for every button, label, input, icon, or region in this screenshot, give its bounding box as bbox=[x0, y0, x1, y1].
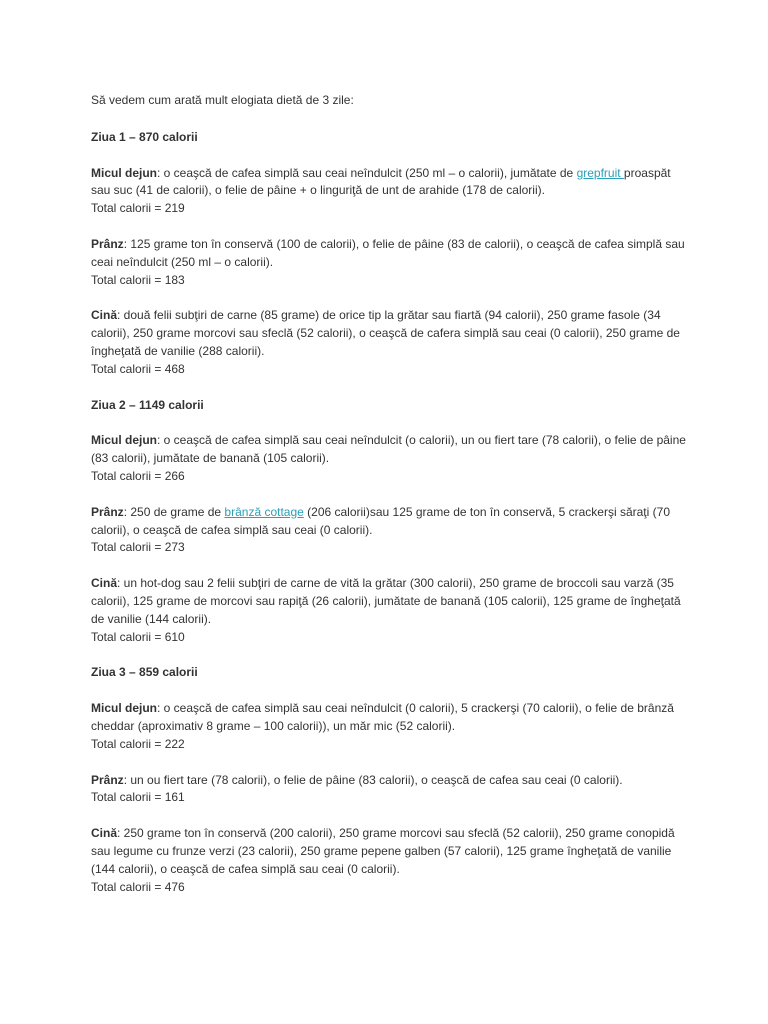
meal-text: : 125 grame ton în conservă (100 de calorii), o felie de pâine (83 de calorii), o ceaşcă de cafea simplă sau ceai neîndulcit (250 ml – o calorii). bbox=[91, 236, 685, 269]
meal-total: Total calorii = 161 bbox=[91, 790, 185, 805]
day-2-lunch bbox=[91, 504, 691, 557]
meal-total: Total calorii = 183 bbox=[91, 272, 185, 287]
day-3-lunch bbox=[91, 772, 691, 808]
meal-text: : o ceaşcă de cafea simplă sau ceai neîndulcit (250 ml – o calorii), jumătate de bbox=[157, 165, 577, 180]
day-2-breakfast bbox=[91, 432, 691, 485]
day-1-breakfast bbox=[91, 165, 691, 218]
day-3-dinner bbox=[91, 825, 691, 896]
meal-label: Prânz bbox=[91, 772, 124, 787]
meal-text: : un ou fiert tare (78 calorii), o felie de pâine (83 calorii), o ceaşcă de cafea sau ceai (0 calorii). bbox=[123, 772, 623, 787]
meal-label: Prânz bbox=[91, 236, 124, 251]
day-1-lunch bbox=[91, 236, 691, 289]
meal-total: Total calorii = 219 bbox=[91, 201, 185, 216]
meal-text: (206 calorii)sau 125 grame de ton în conservă, 5 crackerşi săraţi (70 calorii), o ceaşcă de cafea simplă sau ceai (0 calorii). bbox=[91, 504, 670, 537]
day-2-dinner bbox=[91, 575, 691, 646]
meal-total: Total calorii = 273 bbox=[91, 540, 185, 555]
day-3-heading: Ziua 3 – 859 calorii bbox=[91, 665, 198, 680]
meal-text: : 250 de grame de bbox=[123, 504, 225, 519]
meal-label: Micul dejun bbox=[91, 433, 157, 448]
meal-label: Prânz bbox=[91, 504, 124, 519]
day-2-heading: Ziua 2 – 1149 calorii bbox=[91, 397, 204, 412]
day-3-breakfast bbox=[91, 700, 691, 753]
meal-text: : 250 grame ton în conservă (200 calorii), 250 grame morcovi sau sfeclă (52 calorii), 250 grame conopidă sau legume cu frunze verzi (23 calorii), 250 grame pepene galben (57 calorii), 125 grame îngheţată de vanilie (144 calorii), o ceaşcă de cafea simplă sau ceai (0 calorii). bbox=[91, 826, 675, 876]
meal-total: Total calorii = 476 bbox=[91, 879, 185, 894]
day-1-dinner bbox=[91, 307, 691, 378]
meal-text: : o ceaşcă de cafea simplă sau ceai neîndulcit (o calorii), un ou fiert tare (78 calorii), o felie de pâine (83 calorii), jumătate de banană (105 calorii). bbox=[91, 433, 686, 466]
day-1-heading: Ziua 1 – 870 calorii bbox=[91, 129, 198, 144]
meal-text: : o ceaşcă de cafea simplă sau ceai neîndulcit (0 calorii), 5 crackerşi (70 calorii), o felie de brânză cheddar (aproximativ 8 grame – 100 calorii)), un măr mic (52 calorii). bbox=[91, 701, 674, 733]
meal-text: : un hot-dog sau 2 felii subţiri de carne de vită la grătar (300 calorii), 250 grame de broccoli sau varză (35 calorii), 125 grame de morcovi sau rapiţă (26 calorii), jumătate de banană (105 calorii), 125 grame de îngheţată de vanilie (144 calorii). bbox=[91, 576, 681, 626]
meal-text: : două felii subţiri de carne (85 grame) de orice tip la grătar sau fiartă (94 calorii), 250 grame fasole (34 calorii), 250 grame morcovi sau sfeclă (52 calorii), o ceaşcă de cafera simplă sau ceai (0 calorii), 250 grame de îngheţată de vanilie (288 calorii). bbox=[91, 308, 680, 358]
meal-label: Micul dejun bbox=[91, 701, 157, 716]
meal-total: Total calorii = 266 bbox=[91, 468, 185, 483]
grepfruit-link[interactable]: grepfruit bbox=[576, 165, 624, 180]
meal-total: Total calorii = 468 bbox=[91, 361, 185, 376]
meal-label: Cină bbox=[91, 308, 118, 323]
meal-label: Micul dejun bbox=[91, 165, 157, 180]
meal-text: proaspăt sau suc (41 de calorii), o felie de pâine + o linguriţă de unt de arahide (178 de calorii). bbox=[91, 165, 671, 198]
meal-total: Total calorii = 222 bbox=[91, 736, 185, 751]
branza-cottage-link[interactable]: brânză cottage bbox=[224, 504, 304, 519]
meal-label: Cină bbox=[91, 826, 118, 841]
meal-label: Cină bbox=[91, 576, 118, 591]
meal-total: Total calorii = 610 bbox=[91, 629, 185, 644]
intro-text: Să vedem cum arată mult elogiata dietă de 3 zile: bbox=[91, 93, 354, 107]
document-body bbox=[91, 92, 691, 914]
